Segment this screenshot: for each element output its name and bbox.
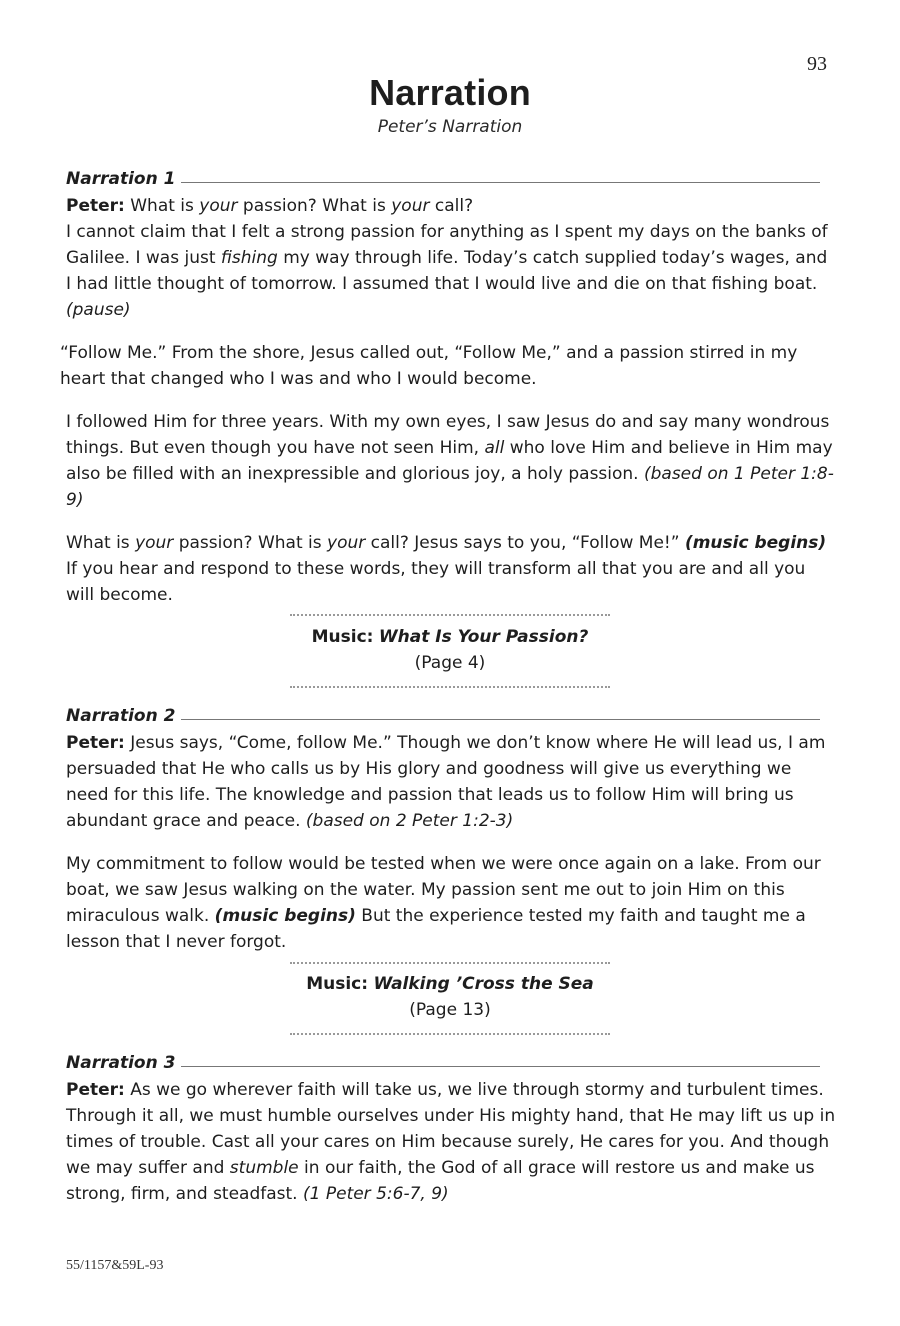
text-run: I followed Him for three years. With my own eyes, I saw Jesus do and say many wondrous things. But even though you have not seen Him, [66, 412, 830, 458]
stage-direction: (pause) [66, 300, 131, 320]
narration-1-paragraph-3 [66, 409, 836, 513]
speaker-label: Peter: [66, 1080, 125, 1100]
music-cue-2 [0, 971, 900, 1023]
narration-3-paragraph-1 [66, 1077, 836, 1207]
heading-rule [181, 719, 820, 720]
text-run: As we go wherever faith will take us, we live through stormy and turbulent times. Through it all, we must humble ourselves under His mighty hand, that He may lift us up in times of trouble. Cast all your cares on Him because surely, He cares for you. And though we may suffer and [66, 1080, 836, 1178]
narration-3-heading [66, 1051, 820, 1075]
text-run: my way through life. Today’s catch supplied today’s wages, and I had little thought of tomorrow. I assumed that I would live and die on that fishing boat. [66, 248, 828, 294]
heading-rule [181, 1066, 820, 1067]
music-cue-1 [0, 624, 900, 676]
music-divider-top [290, 962, 610, 964]
scripture-reference: (1 Peter 5:6-7, 9) [303, 1184, 449, 1204]
text-run: your [199, 196, 238, 216]
text-run: If you hear and respond to these words, they will transform all that you are and all you will become. [66, 559, 806, 605]
music-title: Walking ’Cross the Sea [373, 974, 594, 994]
heading-rule [181, 182, 820, 183]
page-number: 93 [807, 53, 827, 75]
text-run: fishing [220, 248, 278, 268]
speaker-label: Peter: [66, 196, 125, 216]
narration-2-paragraph-2 [66, 851, 836, 955]
text-run: call? Jesus says to you, “Follow Me!” [365, 533, 685, 553]
narration-1-paragraph-4 [66, 530, 836, 608]
narration-1-heading [66, 167, 820, 191]
text-run: My commitment to follow would be tested when we were once again on a lake. From our boat, we saw Jesus walking on the water. My passion sent me out to join Him on this miraculous walk. [66, 854, 821, 926]
music-page-ref: (Page 13) [409, 1000, 491, 1020]
text-run: your [135, 533, 174, 553]
music-divider-bottom [290, 686, 610, 688]
narration-2-paragraph-1 [66, 730, 836, 834]
music-divider-bottom [290, 1033, 610, 1035]
narration-1-paragraph-2: “Follow Me.” From the shore, Jesus called out, “Follow Me,” and a passion stirred in my heart that changed who I was and who I would become. [60, 343, 798, 389]
stage-direction: (music begins) [684, 533, 827, 553]
scripture-reference: (based on 1 Peter 1:8-9) [66, 464, 834, 510]
music-label: Music: [311, 627, 374, 647]
page-subtitle: Peter’s Narration [377, 117, 523, 137]
text-run: I cannot claim that I felt a strong passion for anything as I spent my days on the banks of Galilee. I was just [66, 222, 828, 268]
narration-1-paragraph-1 [66, 193, 836, 323]
footer-catalog-code: 55/1157&59L-93 [66, 1258, 164, 1273]
music-divider-top [290, 614, 610, 616]
text-run: call? [429, 196, 474, 216]
text-run: your [391, 196, 430, 216]
text-run: who love Him and believe in Him may also be filled with an inexpressible and glorious joy, a holy passion. [66, 438, 833, 484]
text-run: But the experience tested my faith and taught me a lesson that I never forgot. [66, 906, 806, 952]
text-run: Jesus says, “Come, follow Me.” Though we don’t know where He will lead us, I am persuaded that He who calls us by His glory and goodness will give us everything we need for this life. The knowledge and passion that leads us to follow Him will bring us abundant grace and peace. [66, 733, 826, 831]
text-run: in our faith, the God of all grace will restore us and make us strong, firm, and steadfast. [66, 1158, 815, 1204]
narration-2-heading [66, 704, 820, 728]
stage-direction: (music begins) [214, 906, 356, 926]
music-title: What Is Your Passion? [378, 627, 589, 647]
scripture-reference: (based on 2 Peter 1:2-3) [305, 811, 514, 831]
text-run: What is [130, 196, 200, 216]
section-heading-label: Narration 3 [66, 1053, 176, 1073]
music-page-ref: (Page 4) [414, 653, 486, 673]
text-run: What is [66, 533, 136, 553]
text-run: passion? What is [173, 533, 328, 553]
speaker-label: Peter: [66, 733, 125, 753]
text-run: stumble [229, 1158, 299, 1178]
section-heading-label: Narration 2 [66, 706, 176, 726]
text-run: all [484, 438, 505, 458]
text-run: your [327, 533, 366, 553]
music-label: Music: [306, 974, 369, 994]
text-run: passion? What is [237, 196, 392, 216]
page-title: Narration [369, 72, 531, 113]
section-heading-label: Narration 1 [66, 169, 176, 189]
